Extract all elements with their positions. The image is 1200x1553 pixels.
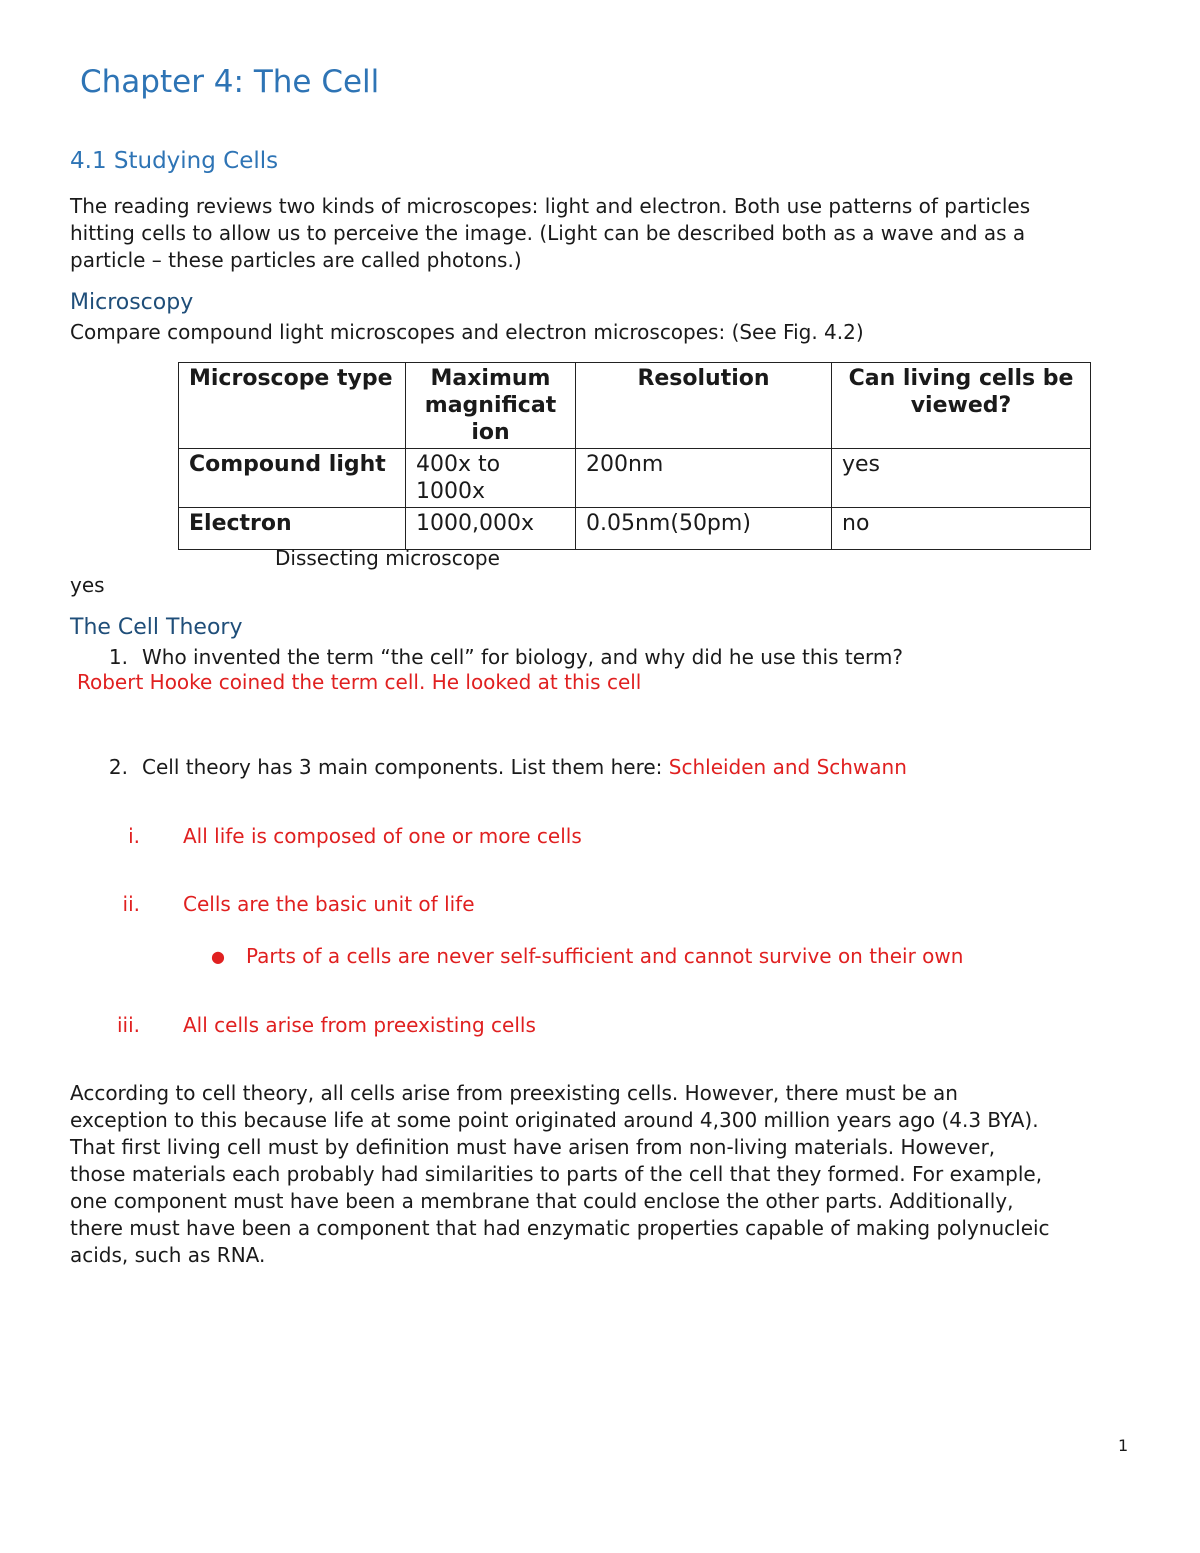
closing-line: there must have been a component that had enzymatic properties capable of making polynucleic bbox=[70, 1216, 1050, 1240]
dissecting-microscope-note: Dissecting microscope bbox=[275, 546, 500, 570]
table-header-cell: Microscope type bbox=[179, 363, 406, 449]
question-1-marker: 1. bbox=[108, 645, 128, 669]
intro-line: particle – these particles are called photons.) bbox=[70, 248, 522, 272]
chapter-title: Chapter 4: The Cell bbox=[80, 64, 380, 100]
intro-line: hitting cells to allow us to perceive the image. (Light can be described both as a wave and as a bbox=[70, 221, 1026, 245]
table-cell: Electron bbox=[179, 508, 406, 550]
table-header-cell: Resolution bbox=[576, 363, 832, 449]
question-1-text: Who invented the term “the cell” for biology, and why did he use this term? bbox=[142, 645, 903, 669]
table-header-row bbox=[179, 363, 1091, 449]
component-text: Cells are the basic unit of life bbox=[183, 892, 475, 916]
table-cell: 0.05nm(50pm) bbox=[576, 508, 832, 550]
component-marker: ii. bbox=[122, 892, 140, 916]
bullet-text: Parts of a cells are never self-sufficient and cannot survive on their own bbox=[246, 944, 964, 968]
microscope-table bbox=[178, 362, 1091, 550]
table-header-cell: Can living cells be viewed? bbox=[832, 363, 1091, 449]
closing-paragraph bbox=[70, 1080, 1150, 1269]
answer-1: Robert Hooke coined the term cell. He looked at this cell bbox=[77, 670, 642, 694]
table-row bbox=[179, 508, 1091, 550]
section-title: 4.1 Studying Cells bbox=[70, 148, 279, 174]
question-2-marker: 2. bbox=[108, 755, 128, 779]
table-row bbox=[179, 449, 1091, 508]
cell-theory-heading: The Cell Theory bbox=[70, 615, 243, 640]
page-number: 1 bbox=[1118, 1436, 1129, 1455]
answer-2: Schleiden and Schwann bbox=[668, 755, 907, 779]
question-2-prompt: Cell theory has 3 main components. List them here: bbox=[142, 755, 669, 779]
intro-paragraph bbox=[70, 193, 1150, 274]
table-cell: 200nm bbox=[576, 449, 832, 508]
table-cell: yes bbox=[832, 449, 1091, 508]
closing-line: those materials each probably had similarities to parts of the cell that they formed. For example, bbox=[70, 1162, 1043, 1186]
table-cell: Compound light bbox=[179, 449, 406, 508]
closing-line: exception to this because life at some point originated around 4,300 million years ago (4.3 BYA). bbox=[70, 1108, 1039, 1132]
microscopy-prompt: Compare compound light microscopes and electron microscopes: (See Fig. 4.2) bbox=[70, 320, 864, 344]
microscopy-heading: Microscopy bbox=[70, 290, 194, 315]
intro-line: The reading reviews two kinds of microscopes: light and electron. Both use patterns of particles bbox=[70, 194, 1031, 218]
component-text: All life is composed of one or more cells bbox=[183, 824, 582, 848]
closing-line: acids, such as RNA. bbox=[70, 1243, 266, 1267]
closing-line: According to cell theory, all cells arise from preexisting cells. However, there must be an bbox=[70, 1081, 958, 1105]
component-marker: i. bbox=[128, 824, 140, 848]
closing-line: one component must have been a membrane that could enclose the other parts. Additionally, bbox=[70, 1189, 1014, 1213]
component-marker: iii. bbox=[116, 1013, 140, 1037]
table-cell: 1000,000x bbox=[406, 508, 576, 550]
closing-line: That first living cell must by definition must have arisen from non-living materials. However, bbox=[70, 1135, 996, 1159]
table-header-cell: Maximum magnificat ion bbox=[406, 363, 576, 449]
bullet-icon: ● bbox=[211, 947, 225, 966]
table-cell: no bbox=[832, 508, 1091, 550]
question-2-text bbox=[142, 754, 907, 781]
table-cell: 400x to 1000x bbox=[406, 449, 576, 508]
component-text: All cells arise from preexisting cells bbox=[183, 1013, 536, 1037]
dissecting-microscope-answer: yes bbox=[70, 573, 105, 597]
